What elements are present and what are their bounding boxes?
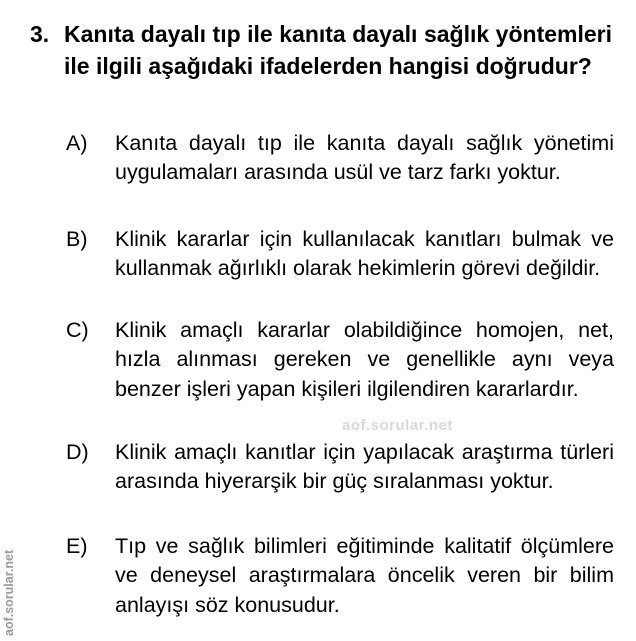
option-a[interactable]	[66, 129, 614, 188]
option-text: Tıp ve sağlık bilimleri eğitiminde kalitatif ölçümlere ve deneysel araştırmalara öncelik veren bir bilim anlayışı söz konusudur.	[115, 534, 614, 617]
question-number: 3.	[30, 21, 50, 47]
option-d[interactable]	[66, 438, 614, 497]
option-text: Klinik amaçlı kararlar olabildiğince homojen, net, hızla alınması gereken ve genellikle aynı veya benzer işleri yapan kişileri ilgilendiren kararlardır.	[115, 318, 614, 401]
option-text: Klinik kararlar için kullanılacak kanıtları bulmak ve kullanmak ağırlıklı olarak hekimlerin görevi değildir.	[115, 227, 614, 281]
option-text: Kanıta dayalı tıp ile kanıta dayalı sağlık yönetimi uygulamaları arasında usül ve tarz farkı yoktur.	[115, 131, 614, 185]
option-c[interactable]	[66, 316, 614, 404]
option-e[interactable]	[66, 532, 614, 620]
option-text: Klinik amaçlı kanıtlar için yapılacak araştırma türleri arasında hiyerarşik bir güç sıralanması yoktur.	[115, 440, 614, 494]
option-letter: A)	[66, 131, 88, 155]
question-text: Kanıta dayalı tıp ile kanıta dayalı sağlık yöntemleri ile ilgili aşağıdaki ifadelerden hangisi doğrudur?	[64, 21, 612, 79]
watermark-side: aof.sorular.net	[2, 549, 16, 636]
watermark-inline: aof.sorular.net	[342, 417, 453, 434]
option-letter: D)	[66, 440, 89, 464]
option-letter: C)	[66, 318, 89, 342]
option-letter: B)	[66, 227, 88, 251]
option-letter: E)	[66, 534, 88, 558]
option-b[interactable]	[66, 225, 614, 284]
